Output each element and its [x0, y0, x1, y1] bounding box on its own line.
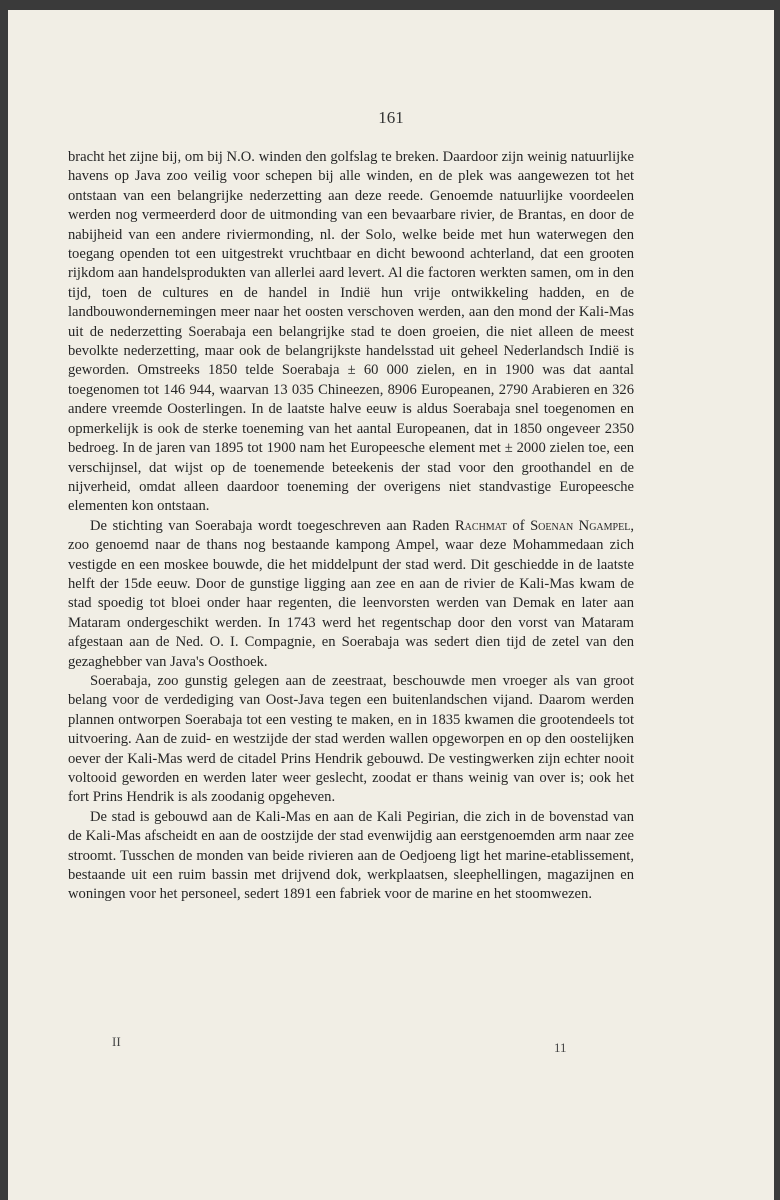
paragraph-2-text-b: of — [506, 517, 531, 534]
book-page — [8, 10, 774, 1200]
signature-mark-left: II — [112, 1034, 121, 1049]
name-rachmat: Rachmat — [454, 517, 507, 534]
paragraph-2-text-c: , zoo genoemd naar de thans nog bestaande kampong Ampel, waar deze Mohammedaan zich vestigde en een moskee bouwde, die het middelpunt der stad werd. Dit geschiedde in de laatste helft der 15de eeuw. Door de gunstige ligging aan zee en aan de rivier de Kali-Mas kwam de stad spoedig tot bloei onder haar regenten, die leenvorsten werden van Demak en later aan Mataram ondergeschikt werden. In 1743 werd het regentschap door den vorst van Mataram afgestaan aan de Ned. O. I. Compagnie, en Soerabaja was sedert dien tijd de zetel van den gezaghebber van Java's Oosthoek. — [68, 517, 634, 670]
body-text — [68, 148, 634, 905]
name-soenan-ngampel: Soenan Ngampel — [530, 517, 631, 534]
paragraph-3: Soerabaja, zoo gunstig gelegen aan de zeestraat, beschouwde men vroeger als van groot belang voor de verdediging van Oost-Java tegen een buitenlandschen vijand. Daarom werden plannen ontworpen Soerabaja tot een vesting te maken, en in 1835 kwamen die grootendeels tot uitvoering. Aan de zuid- en westzijde der stad werden wallen opgeworpen en op den oostelijken oever der Kali-Mas werd de citadel Prins Hendrik gebouwd. De vestingwerken zijn echter nooit voltooid geworden en werden later weer geslecht, zoodat er thans weinig van over is; ook het fort Prins Hendrik is als zoodanig opgeheven. — [68, 672, 634, 806]
paragraph-2 — [68, 517, 634, 672]
paragraph-4: De stad is gebouwd aan de Kali-Mas en aan de Kali Pegirian, die zich in de bovenstad van de Kali-Mas afscheidt en aan de oostzijde der stad evenwijdig aan eerstgenoemden arm naar zee stroomt. Tusschen de monden van beide rivieren aan de Oedjoeng ligt het marine-etablissement, bestaande uit een ruim bassin met drijvend dok, werkplaatsen, sleephellingen, magazijnen en woningen voor het personeel, sedert 1891 een fabriek voor de marine en het stoomwezen. — [68, 808, 634, 903]
page-number: 161 — [378, 108, 404, 127]
signature-mark-right: 11 — [554, 1040, 567, 1055]
paragraph-2-text-a: De stichting van Soerabaja wordt toegeschreven aan Raden — [90, 517, 455, 534]
paragraph-1: bracht het zijne bij, om bij N.O. winden den golfslag te breken. Daardoor zijn weinig natuurlijke havens op Java zoo veilig voor schepen bij alle winden, en de plek was aangewezen tot het ontstaan van een belangrijke nederzetting aan deze reede. Genoemde natuurlijke voordeelen werden nog vermeerderd door de uitmonding van een bevaarbare rivier, de Brantas, en door de nabijheid van een andere riviermonding, nl. der Solo, welke beide met hun waterwegen den toegang openden tot een uitgestrekt vruchtbaar en dicht bewoond achterland, dat een grooten rijkdom aan handelsprodukten van allerlei aard levert. Al die factoren werkten samen, om in den tijd, toen de cultures en de handel in Indië hun vrije ontwikkeling hadden, en de landbouwondernemingen meer naar het oosten verschoven werden, aan den mond der Kali-Mas uit de nederzetting Soerabaja een belangrijke stad te doen groeien, die niet alleen de meest bevolkte nederzetting, maar ook de belangrijkste handelsstad uit geheel Nederlandsch Indië is geworden. Omstreeks 1850 telde Soerabaja ± 60 000 zielen, en in 1900 was dat aantal toegenomen tot 146 944, waarvan 13 035 Chineezen, 8906 Europeanen, 2790 Arabieren en 326 andere vreemde Oosterlingen. In de laatste halve eeuw is aldus Soerabaja snel toegenomen en opmerkelijk is ook de sterke toeneming van het aantal Europeanen, dat in 1850 ongeveer 2350 bedroeg. In de jaren van 1895 tot 1900 nam het Europeesche element met ± 2000 zielen toe, een verschijnsel, dat wijst op de toenemende beteekenis der stad voor den groothandel en de nijverheid, omdat alleen daardoor toeneming der overigens niet standvastige Europeesche elementen kon ontstaan. — [68, 149, 634, 515]
